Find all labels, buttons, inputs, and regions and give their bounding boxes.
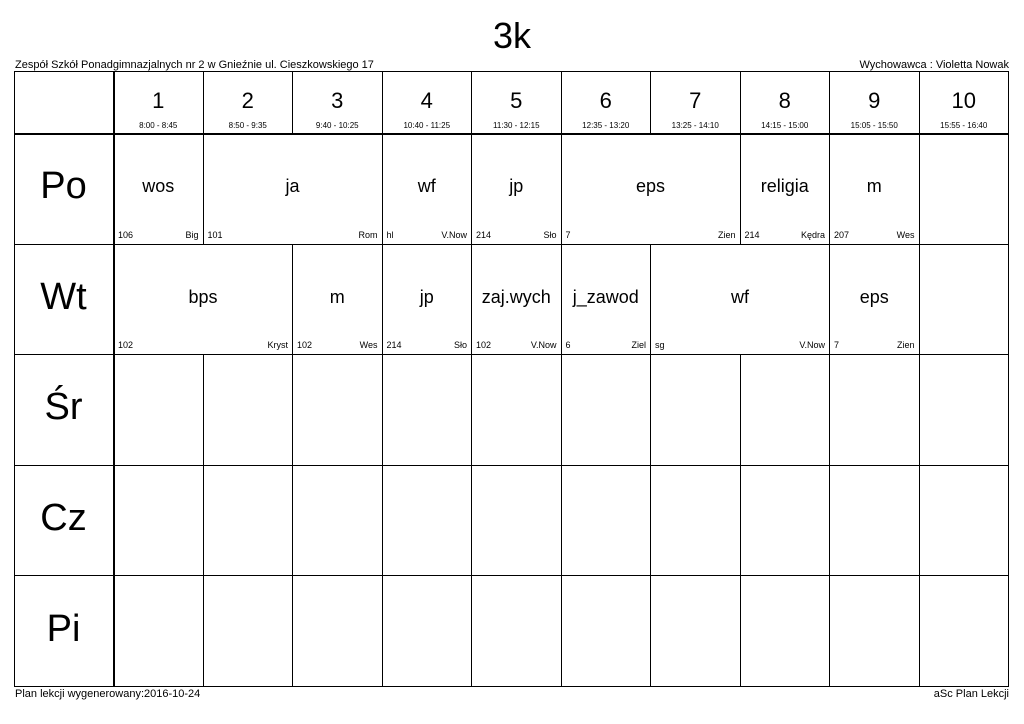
empty-cell — [472, 466, 562, 577]
day-label: Wt — [40, 275, 87, 318]
period-header — [741, 71, 831, 134]
empty-cell — [651, 355, 741, 466]
period-time: 14:15 - 15:00 — [761, 121, 809, 130]
period-header — [383, 71, 473, 134]
period-header — [293, 71, 383, 134]
empty-cell — [472, 355, 562, 466]
period-number: 3 — [331, 88, 344, 113]
corner-cell — [14, 71, 114, 134]
period-number: 8 — [778, 88, 791, 113]
lesson-cell — [293, 245, 383, 356]
lesson-room: sg — [655, 340, 665, 351]
software-name: aSc Plan Lekcji — [933, 688, 1009, 700]
lesson-subject: wf — [417, 176, 436, 196]
lesson-subject: m — [329, 286, 345, 307]
period-time: 9:40 - 10:25 — [315, 121, 359, 130]
empty-cell — [920, 466, 1010, 577]
lesson-room: 106 — [118, 229, 134, 240]
lesson-teacher: V.Now — [441, 229, 467, 240]
lesson-cell — [830, 245, 920, 356]
lesson-room: 214 — [744, 229, 760, 240]
period-time: 15:05 - 15:50 — [850, 121, 898, 130]
empty-cell — [383, 576, 473, 687]
empty-cell — [204, 466, 294, 577]
lesson-room: 6 — [565, 340, 571, 351]
lesson-room: 7 — [834, 340, 840, 351]
empty-cell — [741, 576, 831, 687]
period-time: 8:00 - 8:45 — [139, 121, 178, 130]
lesson-cell — [562, 134, 741, 245]
period-header — [562, 71, 652, 134]
lesson-teacher: Wes — [359, 340, 378, 351]
lesson-subject: jp — [419, 286, 434, 307]
lesson-subject: jp — [509, 176, 524, 196]
lesson-teacher: Rom — [358, 229, 378, 240]
lesson-room: hl — [386, 229, 394, 240]
lesson-subject: bps — [188, 286, 218, 307]
empty-cell — [204, 355, 294, 466]
empty-cell — [920, 134, 1010, 245]
lesson-room: 207 — [834, 229, 850, 240]
empty-cell — [741, 466, 831, 577]
lesson-room: 214 — [476, 229, 492, 240]
generated-date: Plan lekcji wygenerowany:2016-10-24 — [15, 688, 201, 700]
lesson-teacher: V.Now — [799, 340, 825, 351]
empty-cell — [562, 355, 652, 466]
lesson-room: 102 — [118, 340, 134, 351]
empty-cell — [651, 466, 741, 577]
lesson-teacher: Big — [185, 229, 199, 240]
empty-cell — [920, 576, 1010, 687]
empty-cell — [830, 355, 920, 466]
period-time: 12:35 - 13:20 — [582, 121, 630, 130]
lesson-room: 214 — [386, 340, 402, 351]
lesson-subject: zaj.wych — [481, 286, 551, 307]
lesson-subject: ja — [285, 176, 300, 196]
day-label-cell — [14, 466, 114, 577]
empty-cell — [830, 576, 920, 687]
empty-cell — [920, 355, 1010, 466]
empty-cell — [562, 576, 652, 687]
empty-cell — [383, 466, 473, 577]
period-header — [830, 71, 920, 134]
period-number: 7 — [689, 88, 702, 113]
lesson-cell — [472, 245, 562, 356]
lesson-room: 101 — [207, 229, 223, 240]
class-title: 3k — [492, 15, 532, 56]
period-header — [114, 71, 204, 134]
lesson-teacher: Sło — [543, 229, 557, 240]
period-time: 8:50 - 9:35 — [228, 121, 267, 130]
period-time: 13:25 - 14:10 — [671, 121, 719, 130]
lesson-teacher: Zien — [717, 229, 736, 240]
period-number: 6 — [599, 88, 612, 113]
lesson-teacher: Kryst — [267, 340, 288, 351]
lesson-cell — [383, 134, 473, 245]
period-number: 10 — [951, 88, 976, 113]
lesson-cell — [114, 134, 204, 245]
lesson-cell — [651, 245, 830, 356]
period-header — [472, 71, 562, 134]
period-header — [204, 71, 294, 134]
empty-cell — [830, 466, 920, 577]
lesson-cell — [114, 245, 293, 356]
day-label: Po — [40, 165, 87, 208]
lesson-subject: eps — [859, 286, 889, 307]
lesson-teacher: Ziel — [631, 340, 646, 351]
empty-cell — [293, 466, 383, 577]
empty-cell — [562, 466, 652, 577]
day-label-cell — [14, 245, 114, 356]
lesson-subject: wos — [142, 176, 175, 196]
lesson-room: 102 — [476, 340, 492, 351]
period-number: 1 — [152, 88, 165, 113]
day-label: Cz — [40, 497, 87, 540]
period-number: 2 — [241, 88, 254, 113]
lesson-subject: eps — [635, 176, 666, 196]
school-name: Zespół Szkół Ponadgimnazjalnych nr 2 w Gnieźnie ul. Cieszkowskiego 17 — [15, 59, 374, 71]
lesson-subject: wf — [731, 286, 749, 307]
day-label-cell — [14, 355, 114, 466]
empty-cell — [204, 576, 294, 687]
lesson-cell — [562, 245, 652, 356]
lesson-teacher: Sło — [453, 340, 467, 351]
empty-cell — [472, 576, 562, 687]
lesson-teacher: Kędra — [800, 229, 825, 240]
lesson-cell — [204, 134, 383, 245]
lesson-cell — [383, 245, 473, 356]
empty-cell — [741, 355, 831, 466]
period-time: 11:30 - 12:15 — [492, 121, 540, 130]
lesson-teacher: Zien — [896, 340, 915, 351]
empty-cell — [383, 355, 473, 466]
lesson-subject: j_zawod — [572, 286, 639, 307]
timetable-grid — [14, 71, 1009, 687]
day-label: Pi — [46, 607, 81, 650]
empty-cell — [114, 355, 204, 466]
day-column-divider — [113, 71, 115, 687]
lesson-cell — [830, 134, 920, 245]
period-number: 4 — [420, 88, 433, 113]
header-row-divider — [14, 133, 1009, 135]
period-header — [651, 71, 741, 134]
period-time: 15:55 - 16:40 — [940, 121, 988, 130]
lesson-subject: m — [866, 176, 882, 196]
lesson-teacher: V.Now — [530, 340, 557, 351]
empty-cell — [114, 466, 204, 577]
lesson-subject: religia — [760, 176, 809, 196]
period-header — [920, 71, 1010, 134]
day-label-cell — [14, 576, 114, 687]
lesson-cell — [741, 134, 831, 245]
period-time: 10:40 - 11:25 — [403, 121, 451, 130]
lesson-room: 102 — [297, 340, 313, 351]
day-label-cell — [14, 134, 114, 245]
homeroom-teacher: Wychowawca : Violetta Nowak — [859, 59, 1009, 71]
day-label: Śr — [44, 386, 83, 429]
period-number: 5 — [510, 88, 523, 113]
lesson-room: 7 — [565, 229, 571, 240]
lesson-teacher: Wes — [896, 229, 915, 240]
empty-cell — [293, 355, 383, 466]
period-number: 9 — [868, 88, 881, 113]
empty-cell — [920, 245, 1010, 356]
empty-cell — [293, 576, 383, 687]
empty-cell — [114, 576, 204, 687]
lesson-cell — [472, 134, 562, 245]
empty-cell — [651, 576, 741, 687]
